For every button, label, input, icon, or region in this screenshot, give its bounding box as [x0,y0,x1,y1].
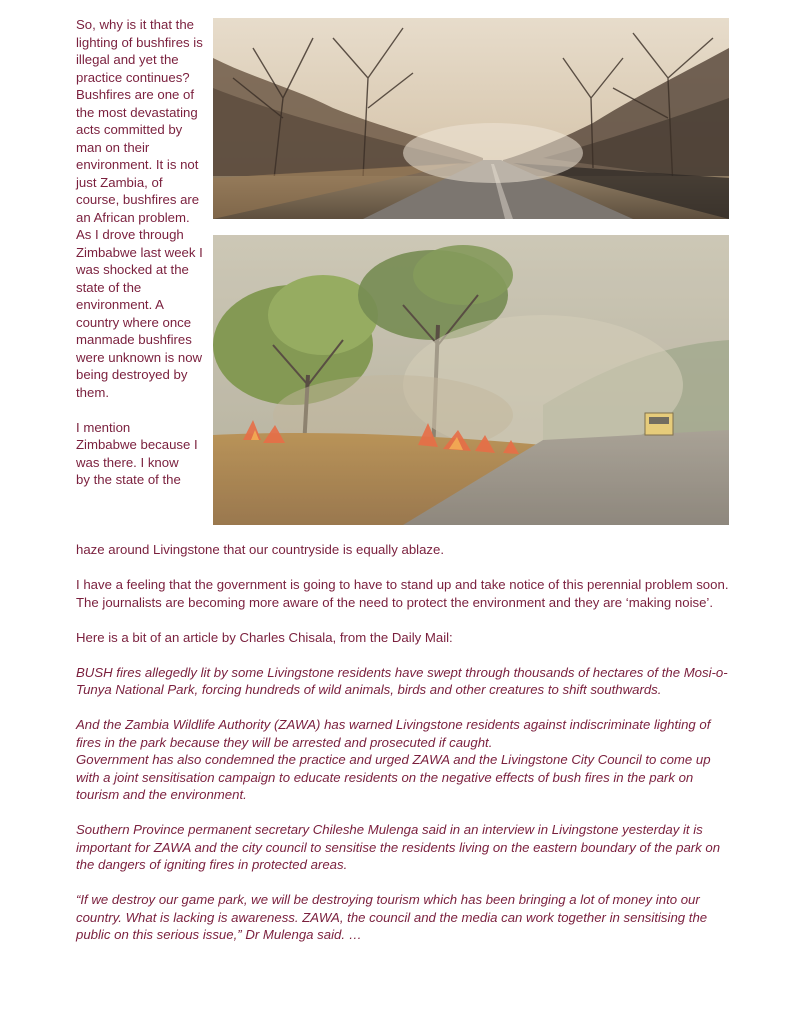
bushfire-photo-image [213,235,729,525]
intro-line: by the state of the [76,472,181,487]
article-body [76,576,736,961]
article-quote: BUSH fires allegedly lit by some Livingstone residents have swept through thousands of hectares of the Mosi-o-Tunya National Park, forcing hundreds of wild animals, birds and other creatures to shift southwards. [76,664,728,697]
intro-continuation: haze around Livingstone that our countryside is equally ablaze. [76,542,445,557]
intro-column [76,16,206,489]
intro-line: was there. I know [76,454,179,470]
bushfire-photo [213,235,729,525]
intro-line: Zimbabwe because I [76,437,198,452]
article-quote: “If we destroy our game park, we will be destroying tourism which has been bringing a lot of money into our country. What is lacking is awareness. ZAWA, the council and the media can work together in sensitising the public on this serious issue,” Dr Mulenga said. … [76,892,708,942]
paragraph-government: I have a feeling that the government is going to have to stand up and take notice of this perennial problem soon. The journalists are becoming more aware of the need to protect the environment and they are ‘making noise’. [76,577,729,610]
intro-paragraph: So, why is it that the lighting of bushfires is illegal and yet the practice continues? Bushfires are one of the most devastating acts committed by man on their environment. It is not just Zambia, of course, bushfires are an African problem. As I drove through Zimbabwe last week I was shocked at the state of the environment. A country where once manmade bushfires were unknown is now being destroyed by them. [76,17,203,400]
article-quote: Government has also condemned the practice and urged ZAWA and the Livingstone City Council to come up with a joint sensitisation campaign to educate residents on the negative effects of bush fires in the park on tourism and the environment. [76,752,711,802]
article-quote: And the Zambia Wildlife Authority (ZAWA) has warned Livingstone residents against indiscriminate lighting of fires in the park because they will be arrested and prosecuted if caught. [76,717,711,750]
road-photo [213,18,729,219]
article-quote: Southern Province permanent secretary Chileshe Mulenga said in an interview in Livingstone yesterday it is important for ZAWA and the city council to sensitise the residents living on the eastern boundary of the park on the dangers of igniting fires in protected areas. [76,822,721,872]
road-photo-image [213,18,729,219]
intro-line: I mention [76,419,131,435]
intro-paragraph-2 [76,419,206,489]
paragraph-article-intro: Here is a bit of an article by Charles Chisala, from the Daily Mail: [76,629,453,645]
